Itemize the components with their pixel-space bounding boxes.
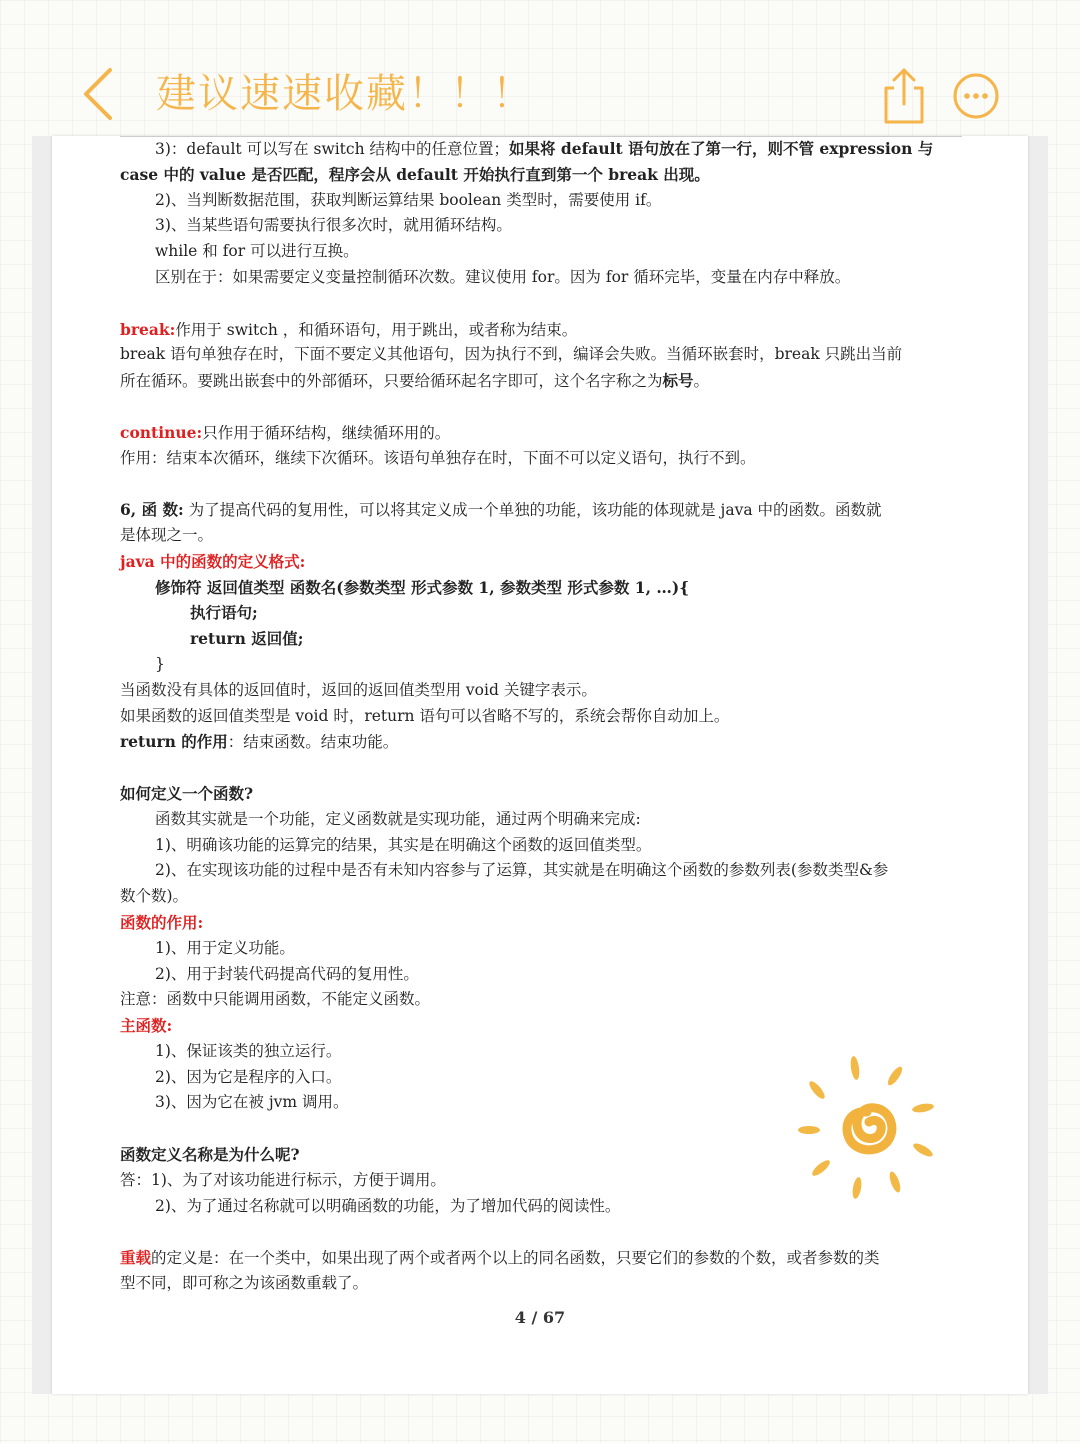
red-heading: 主函数: (120, 1016, 173, 1036)
code-line: 执行语句; (190, 603, 258, 623)
text-line: 答：1)、为了对该功能进行标示，方便于调用。 (120, 1170, 446, 1189)
sun-icon (795, 1050, 940, 1200)
keyword-overload: 重载 (120, 1248, 152, 1268)
text-line: 注意：函数中只能调用函数，不能定义函数。 (120, 990, 431, 1009)
text-line (120, 420, 970, 446)
text-line: case 中的 value 是否匹配，程序会从 default 开始执行直到第一个 break 出现。 (120, 164, 710, 184)
text-line: 当函数没有具体的返回值时，返回的返回值类型用 void 关键字表示。 (120, 680, 597, 699)
text-line (120, 368, 970, 394)
bold-text: 标号 (662, 371, 694, 391)
text-line (120, 497, 970, 523)
text-line (120, 317, 970, 343)
text-line (120, 729, 970, 755)
text-line: 1)、用于定义功能。 (155, 938, 295, 957)
red-heading: 函数的作用: (120, 912, 204, 932)
page-number: 4 / 67 (514, 1308, 566, 1327)
text-line (120, 1245, 970, 1271)
text-line: 3)、因为它在被 jvm 调用。 (155, 1093, 349, 1112)
section-heading: 6, 函 数: (120, 500, 184, 520)
text-line: break 语句单独存在时，下面不要定义其他语句，因为执行不到，编译会失败。当循环嵌套时，break 只跳出当前 (120, 345, 903, 364)
text-line: 1)、明确该功能的运算完的结果，其实是在明确这个函数的返回值类型。 (155, 835, 652, 854)
bold-text: return 的作用 (120, 732, 228, 752)
text-line: 如果函数的返回值类型是 void 时，return 语句可以省略不写的，系统会帮你自动加上。 (120, 706, 730, 725)
page-title: 建议速速收藏！！！ (156, 71, 534, 117)
chevron-left-icon[interactable] (76, 62, 136, 126)
text-line: 2)、用于封装代码提高代码的复用性。 (155, 964, 419, 983)
text-span: 。 (693, 372, 710, 391)
bold-heading: 如何定义一个函数? (120, 783, 254, 803)
share-icon[interactable] (880, 64, 928, 126)
text-line: 作用：结束本次循环，继续下次循环。该语句单独存在时，下面不可以定义语句，执行不到。 (120, 448, 756, 467)
code-line: return 返回值; (190, 629, 304, 649)
code-line: 修饰符 返回值类型 函数名(参数类型 形式参数 1, 参数类型 形式参数 1, …){ (155, 577, 690, 597)
text-span: ：结束函数。结束功能。 (227, 733, 399, 752)
text-line: 1)、保证该类的独立运行。 (155, 1041, 342, 1060)
spacer (120, 471, 970, 497)
text-span: 的定义是：在一个类中，如果出现了两个或者两个以上的同名函数，只要它们的参数的个数，或者参数的类 (151, 1249, 880, 1268)
red-heading: java 中的函数的定义格式: (120, 551, 306, 571)
document-page (52, 136, 1028, 1394)
text-line: 区别在于：如果需要定义变量控制循环次数。建议使用 for。因为 for 循环完毕，变量在内存中释放。 (155, 267, 851, 286)
text-line (120, 136, 970, 162)
bold-heading: 函数定义名称是为什么呢? (120, 1145, 300, 1165)
text-line: 2)、为了通过名称就可以明确函数的功能，为了增加代码的阅读性。 (155, 1196, 621, 1215)
text-span: 所在循环。要跳出嵌套中的外部循环，只要给循环起名字即可，这个名字称之为 (120, 372, 663, 391)
text-line: while 和 for 可以进行互换。 (155, 242, 359, 261)
spacer (120, 1219, 970, 1245)
text-line: 2)、在实现该功能的过程中是否有未知内容参与了运算，其实就是在明确这个函数的参数列表(参数类型&参 (155, 861, 889, 880)
text-span: 为了提高代码的复用性，可以将其定义成一个单独的功能，该功能的体现就是 java 中的函数。函数就 (183, 501, 882, 520)
text-span: 作用于 switch ，和循环语句，用于跳出，或者称为结束。 (175, 320, 578, 339)
more-icon[interactable] (952, 72, 1000, 120)
bold-text: 如果将 default 语句放在了第一行，则不管 expression 与 (509, 139, 934, 158)
text-line: 型不同，即可称之为该函数重载了。 (120, 1274, 369, 1293)
spacer (120, 291, 970, 317)
top-bar (0, 0, 1080, 136)
spacer (120, 394, 970, 420)
spacer (120, 755, 970, 781)
text-line: 2)、当判断数据范围，获取判断运算结果 boolean 类型时，需要使用 if。 (155, 190, 662, 209)
text-line: 3)、当某些语句需要执行很多次时，就用循环结构。 (155, 216, 512, 235)
text-line: 数个数)。 (120, 887, 189, 906)
keyword-continue: continue: (120, 422, 203, 442)
code-line: } (155, 654, 165, 673)
text-line: 函数其实就是一个功能，定义函数就是实现功能，通过两个明确来完成: (155, 809, 641, 828)
text-span: 只作用于循环结构，继续循环用的。 (202, 423, 451, 442)
keyword-break: break: (120, 319, 176, 339)
text-line: 是体现之一。 (120, 525, 214, 544)
text-span: 3)：default 可以写在 switch 结构中的任意位置； (155, 140, 510, 158)
text-line: 2)、因为它是程序的入口。 (155, 1067, 342, 1086)
